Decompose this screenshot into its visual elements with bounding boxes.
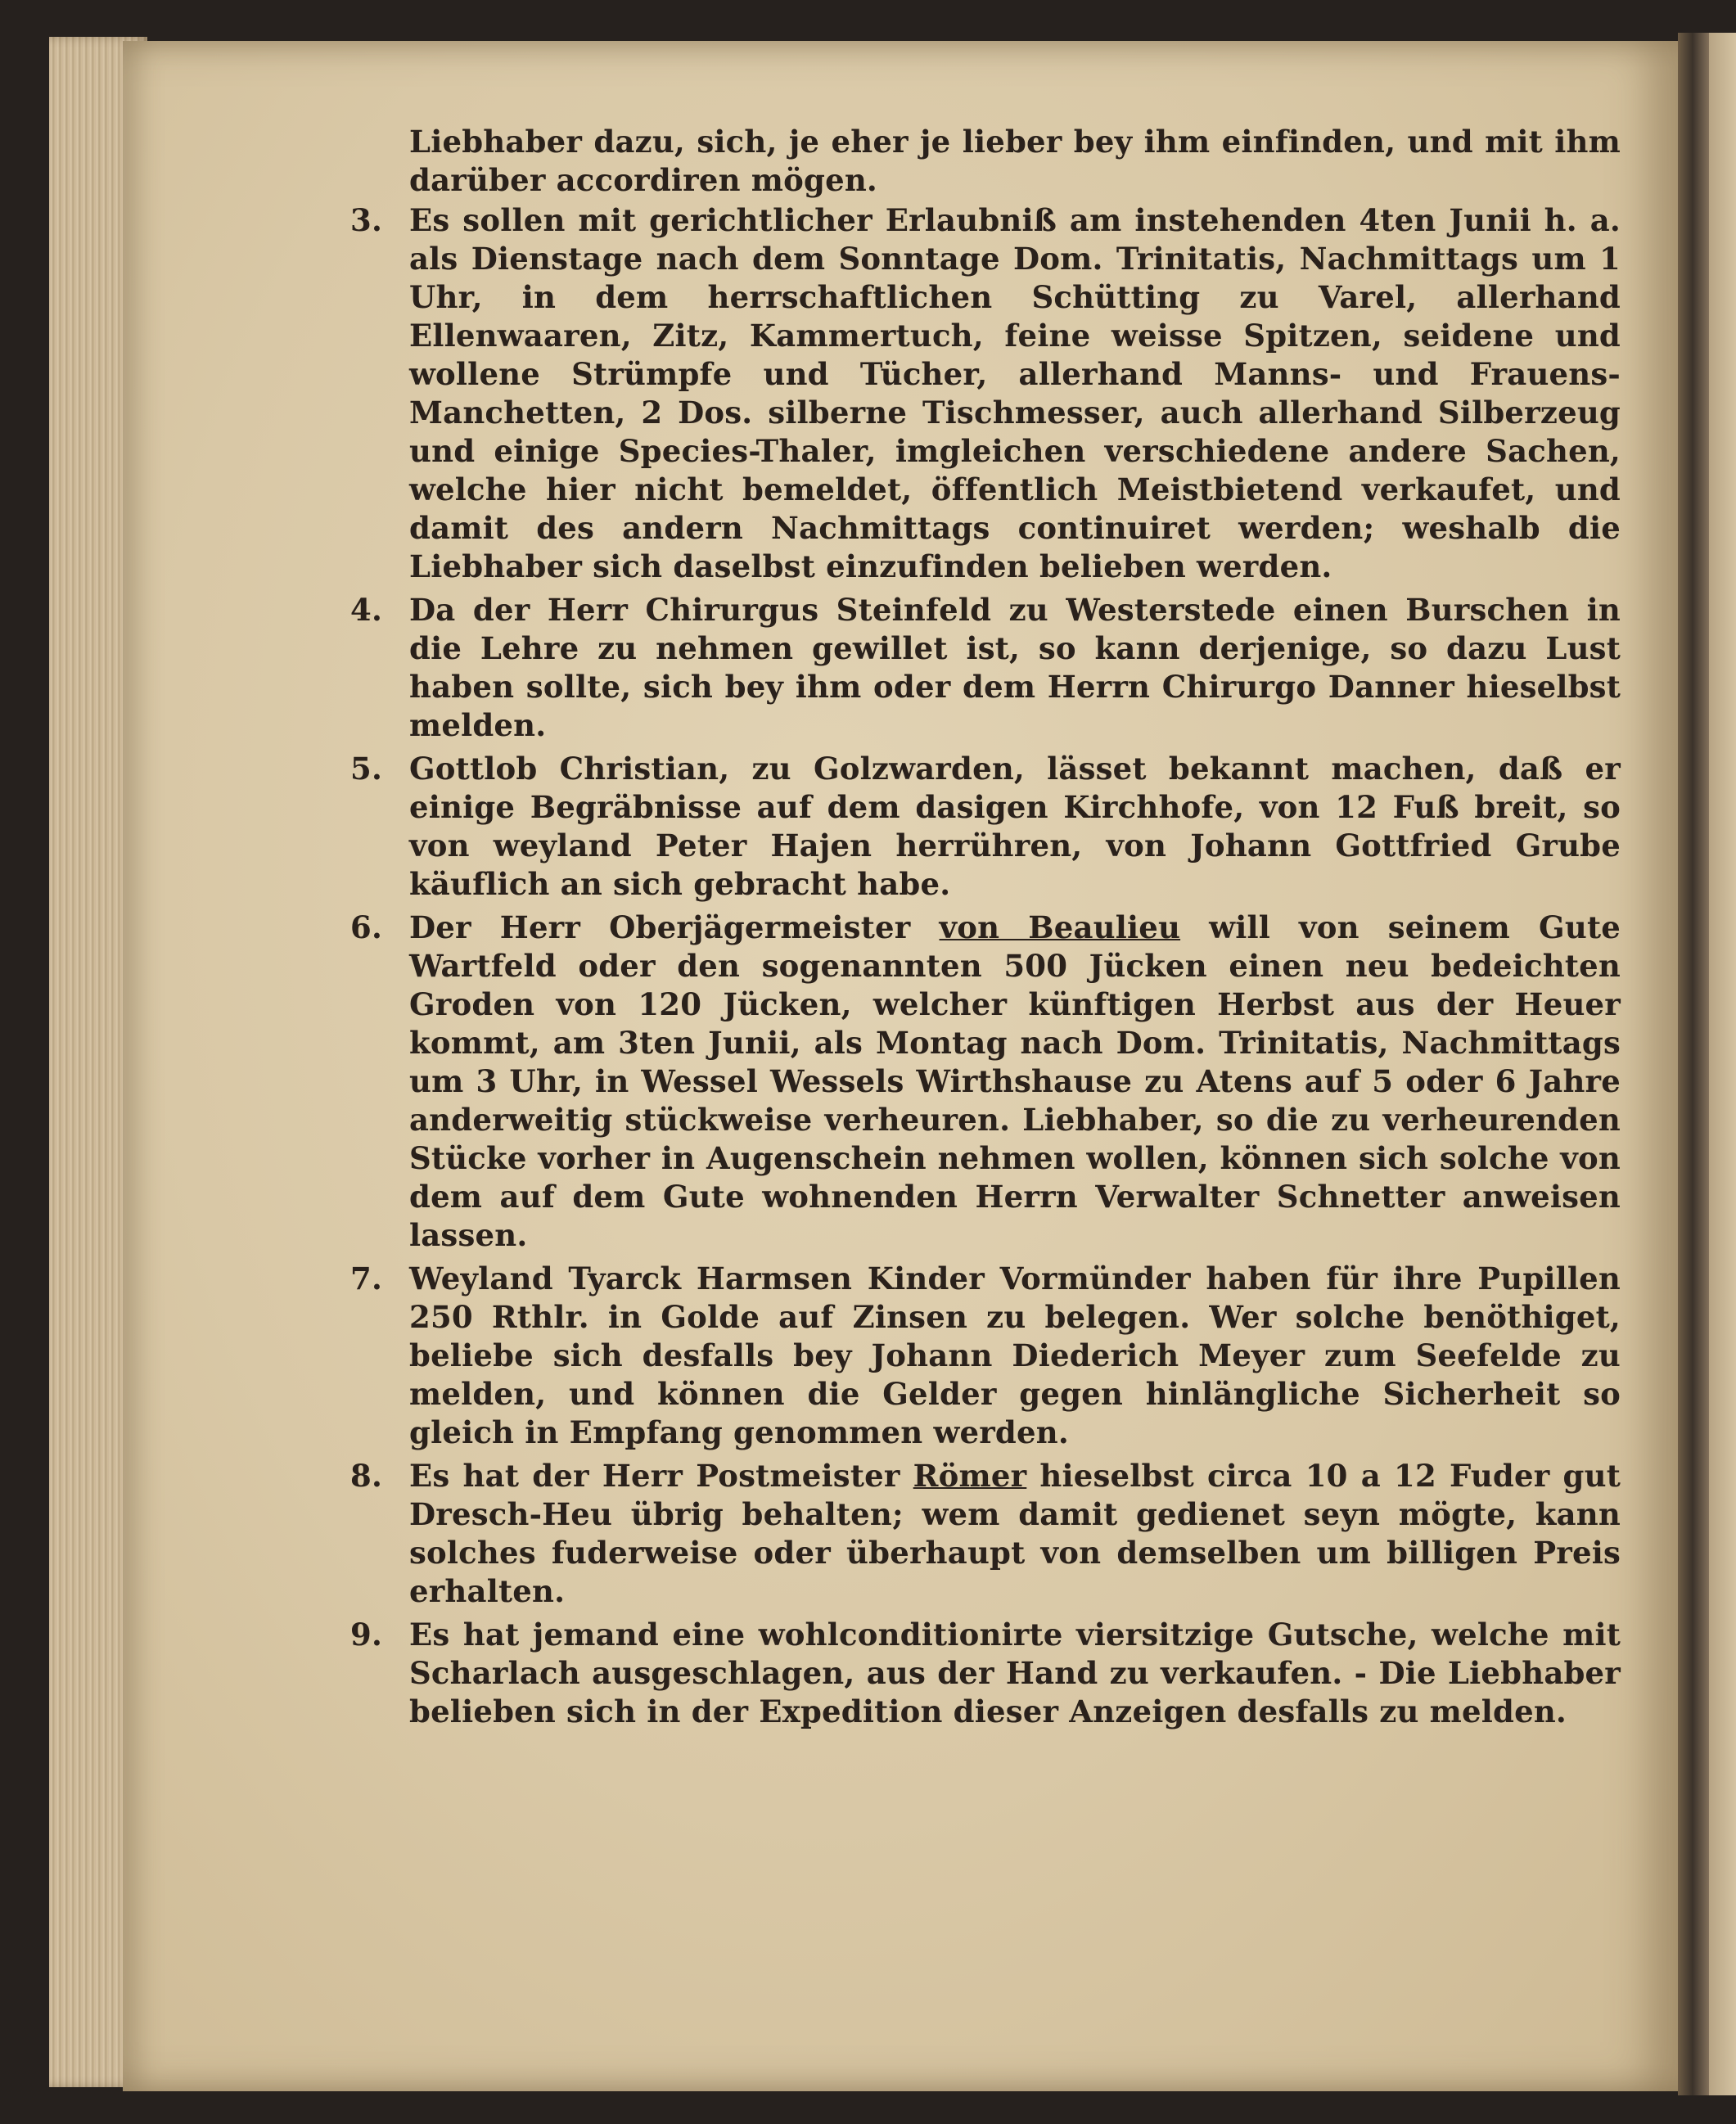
entry-text — [409, 1458, 1621, 1609]
entry-7 — [350, 1260, 1621, 1452]
entry-text-start: Es hat der Herr Postmeister — [409, 1458, 913, 1494]
entry-text: Es sollen mit gerichtlicher Erlaubniß am instehenden 4ten Junii h. a. als Dienstage nach dem Sonntage Dom. Trinitatis, Nachmittags um 1 Uhr, in dem herrschaftlichen Schütting zu Varel, allerhand Ellenwaaren, Zitz, Kammertuch, feine weisse Spitzen, seidene und wollene Strümpfe und Tücher, allerhand Manns- und Frauens-Manchetten, 2 Dos. silberne Tischmesser, auch allerhand Silberzeug und einige Species-Thaler, imgleichen verschiedene andere Sachen, welche hier nicht bemeldet, öffentlich Meistbietend verkaufet, und damit des andern Nachmittags continuiret werden; weshalb die Liebhaber sich daselbst einzufinden belieben werden. — [409, 202, 1621, 584]
entry-number: 6. — [350, 909, 383, 945]
entry-continuation — [409, 123, 1621, 200]
entry-4 — [350, 591, 1621, 745]
entry-8 — [350, 1457, 1621, 1611]
entry-text: Da der Herr Chirurgus Steinfeld zu Westerstede einen Burschen in die Lehre zu nehmen gewillet ist, so kann derjenige, so dazu Lust haben sollte, sich bey ihm oder dem Herrn Chirurgo Danner hieselbst melden. — [409, 592, 1621, 743]
entry-number: 8. — [350, 1458, 383, 1494]
entry-text: Gottlob Christian, zu Golzwarden, lässet bekannt machen, daß er einige Begräbnisse auf dem dasigen Kirchhofe, von 12 Fuß breit, so von weyland Peter Hajen herrühren, von Johann Gottfried Grube käuflich an sich gebracht habe. — [409, 751, 1621, 902]
entry-text: Liebhaber dazu, sich, je eher je lieber bey ihm einfinden, und mit ihm darüber accordiren mögen. — [409, 124, 1621, 198]
facing-page-edge — [1709, 33, 1736, 2095]
entry-text: Weyland Tyarck Harmsen Kinder Vormünder haben für ihre Pupillen 250 Rthlr. in Golde auf Zinsen zu belegen. Wer solche benöthiget, beliebe sich desfalls bey Johann Diederich Meyer zum Seefelde zu melden, und können die Gelder gegen hinlängliche Sicherheit so gleich in Empfang genommen werden. — [409, 1260, 1621, 1450]
entry-5 — [350, 750, 1621, 904]
entry-text-end: will von seinem Gute Wartfeld oder den sogenannten 500 Jücken einen neu bedeichten Groden von 120 Jücken, welcher künftigen Herbst aus der Heuer kommt, am 3ten Junii, als Montag nach Dom. Trinitatis, Nachmittags um 3 Uhr, in Wessel Wessels Wirthshause zu Atens auf 5 oder 6 Jahre anderweitig stückweise verheuren. Liebhaber, so die zu verheurenden Stücke vorher in Augenschein nehmen wollen, können sich solche von dem auf dem Gute wohnenden Herrn Verwalter Schnetter anweisen lassen. — [409, 909, 1621, 1253]
entry-number: 9. — [350, 1617, 383, 1653]
entry-text — [409, 909, 1621, 1253]
entry-text-end: hieselbst circa 10 a 12 Fuder gut Dresch-Heu übrig behalten; wem damit gedienet seyn mögte, kann solches fuderweise oder überhaupt von demselben um billigen Preis erhalten. — [409, 1458, 1621, 1609]
entry-6 — [350, 909, 1621, 1255]
book-gutter — [1678, 33, 1711, 2095]
underlined-name: von Beaulieu — [939, 909, 1181, 945]
entry-3 — [350, 201, 1621, 586]
entry-number: 4. — [350, 592, 383, 628]
entry-text: Es hat jemand eine wohlconditionirte viersitzige Gutsche, welche mit Scharlach ausgeschlagen, aus der Hand zu verkaufen. - Die Liebhaber belieben sich in der Expedition dieser Anzeigen desfalls zu melden. — [409, 1617, 1621, 1729]
entry-number: 3. — [350, 202, 383, 238]
entry-number: 7. — [350, 1260, 383, 1296]
entry-9 — [350, 1616, 1621, 1731]
underlined-name: Römer — [913, 1458, 1027, 1494]
entry-text-start: Der Herr Oberjägermeister — [409, 909, 940, 945]
entry-number: 5. — [350, 751, 383, 787]
page-text — [350, 123, 1621, 1731]
